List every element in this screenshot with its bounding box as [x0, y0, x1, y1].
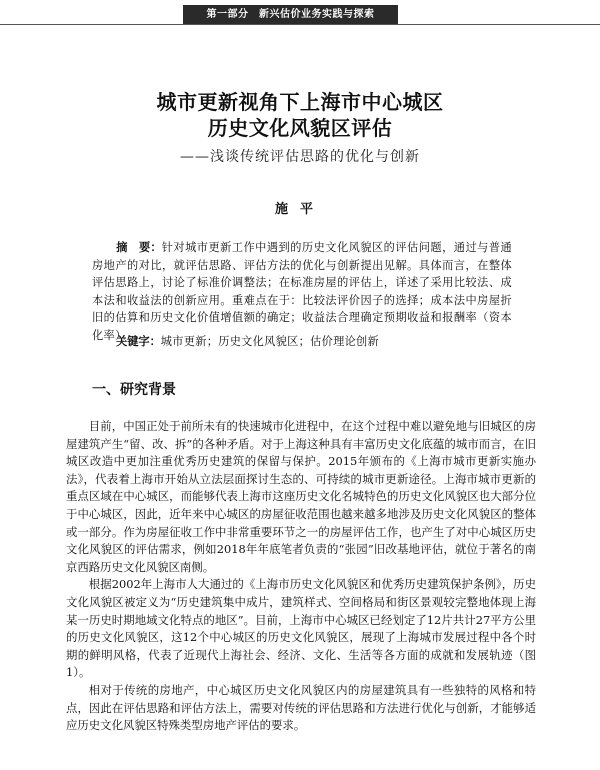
- paper-subtitle: ——浅谈传统评估思路的优化与创新: [180, 149, 420, 165]
- running-header: 第一部分 新兴估价业务实践与探索: [183, 5, 398, 24]
- abstract-block: [92, 239, 512, 345]
- paragraph: 目前，中国正处于前所未有的快速城市化进程中，在这个过程中难以避免地与旧城区的房屋建筑产生“留、改、拆”的各种矛盾。对于上海这种具有丰富历史文化底蕴的城市而言，在旧城区改造中更加注重优秀历史建筑的保留与保护。2015年颁布的《上海市城市更新实施办法》，代表着上海市开始从立法层面探讨生态的、可持续的城市更新途径。上海市城市更新的重点区域在中心城区，而能够代表上海市这座历史文化名城特色的历史文化风貌区也大部分位于中心城区，因此，近年来中心城区的房屋征收范围也越来越多地涉及历史文化风貌区的整体或一部分。作为房屋征收工作中非常重要环节之一的房屋评估工作，也产生了对中心城区历史文化风貌区的评估需求，例如2018年年底笔者负责的“张园”旧改基地评估，就位于著名的南京西路历史文化风貌区南侧。: [66, 419, 536, 574]
- keywords-label: 关键字：: [116, 335, 161, 348]
- author-name: 施平: [274, 202, 325, 217]
- keywords-block: [116, 333, 516, 349]
- paragraph: 根据2002年上海市人大通过的《上海市历史文化风貌区和优秀历史建筑保护条例》，历史文化风貌区被定义为“历史建筑集中成片，建筑样式、空间格局和街区景观较完整地体现上海某一历史时期地域文化特点的地区”。目前，上海市中心城区已经划定了12片共计27平方公里的历史文化风貌区，这12个中心城区的历史文化风貌区，展现了上海城市发展过程中各个时期的鲜明风格，代表了近现代上海社会、经济、文化、生活等各方面的成就和发展轨迹（图1）。: [66, 577, 536, 680]
- abstract-text: 针对城市更新工作中遇到的历史文化风貌区的评估问题，通过与普通房地产的对比，就评估思路、评估方法的优化与创新提出见解。具体而言，在整体评估思路上，讨论了标准价调整法；在标准房屋的评估上，详述了采用比较法、成本法和收益法的创新应用。重难点在于：比较法评价因子的选择；成本法中房屋折旧的估算和历史文化价值增值额的确定；收益法合理确定预期收益和报酬率（资本化率）。: [92, 241, 512, 342]
- paragraph: 相对于传统的房地产，中心城区历史文化风貌区内的房屋建筑具有一些独特的风格和特点，因此在评估思路和评估方法上，需要对传统的评估思路和方法进行优化与创新，才能够适应历史文化风貌区特殊类型房地产评估的要求。: [66, 682, 536, 733]
- section-heading: 一、研究背景: [92, 382, 176, 398]
- paper-title-line2: 历史文化风貌区评估: [207, 116, 393, 140]
- abstract-label: 摘 要：: [116, 241, 162, 254]
- body-text: [66, 418, 536, 735]
- paper-title-line1: 城市更新视角下上海市中心城区: [156, 90, 444, 114]
- header-rule: [0, 24, 600, 25]
- keywords-text: 城市更新；历史文化风貌区；估价理论创新: [160, 335, 380, 348]
